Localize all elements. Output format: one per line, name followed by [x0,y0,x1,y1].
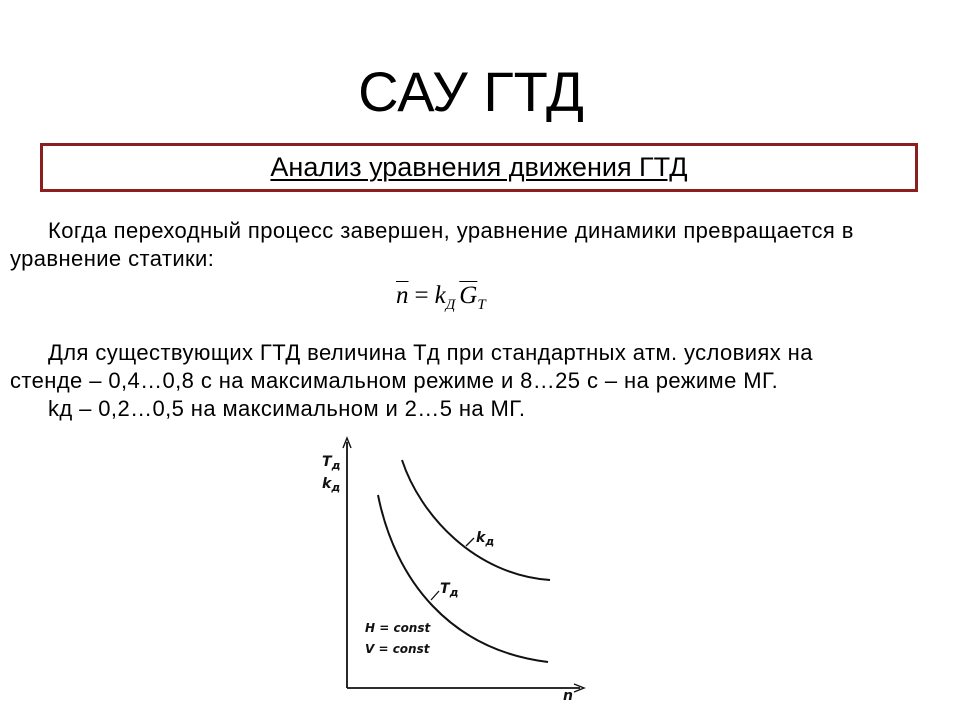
paragraph2-line3: kд – 0,2…0,5 на максимальном и 2…5 на МГ. [48,396,526,421]
slide-title: САУ ГТД [358,60,584,123]
condition-h-const: H = const [365,621,431,635]
curve-td-leader [431,591,439,600]
curve-td-label: $T_д$ [440,581,459,599]
curve-kd [402,460,550,580]
formula-k-subscript: Д [445,297,456,313]
x-axis-label: n [563,688,573,704]
paragraph2-line1: Для существующих ГТД величина Тд при стандартных атм. условиях на [48,340,813,365]
paragraph1-line1: Когда переходный процесс завершен, уравнение динамики превращается в [48,218,854,243]
paragraph2-line2: стенде – 0,4…0,8 с на максимальном режиме и 8…25 с – на режиме МГ. [10,368,779,393]
subtitle-frame [40,143,918,192]
curve-td [378,495,548,662]
curve-kd-label: $k_д$ [476,530,495,548]
static-equation [396,276,486,316]
formula-k: k [434,282,446,309]
condition-v-const: V = const [365,642,430,656]
y-axis-label-kd: $k_д$ [322,476,341,494]
formula-equals: = [414,282,429,309]
y-axis-label-td: $T_д$ [322,454,341,472]
curve-kd-leader [466,538,474,546]
formula-n: $\overline{n}$ [396,282,409,309]
paragraph1-line2: уравнение статики: [10,246,215,271]
formula-g: $\overline{G}$ [459,282,478,309]
subtitle-text: Анализ уравнения движения ГТД [270,152,688,182]
formula-g-subscript: T [477,297,486,313]
characteristic-diagram [300,430,600,710]
